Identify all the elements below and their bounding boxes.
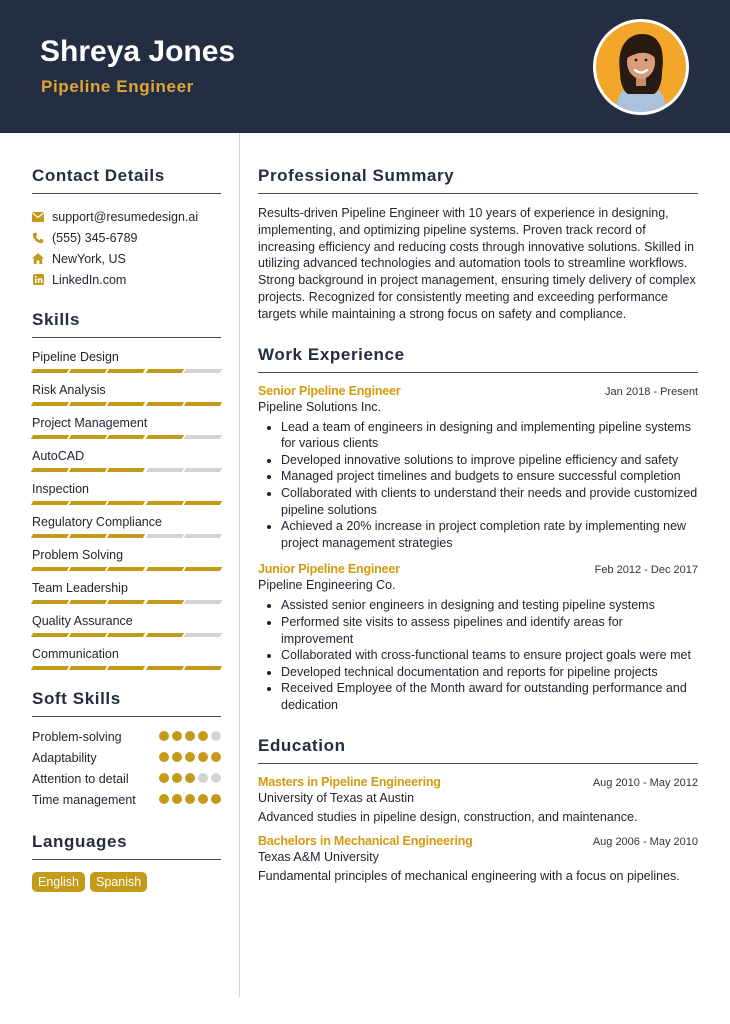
home-icon bbox=[32, 253, 44, 265]
degree-description: Advanced studies in pipeline design, construction, and maintenance. bbox=[258, 810, 638, 825]
language-badges bbox=[32, 872, 221, 892]
summary-text: Results-driven Pipeline Engineer with 10 years of experience in designing, implementing, and optimizing pipeline systems. Proven track record of increasing efficiency and reducing costs through innovative solutions. Skilled in utilizing advanced technologies and automation tools to streamline workflows. Strong background in project management, ensuring timely delivery of complex projects. Recognized for consistently meeting and exceeding performance targets while maintaining a strong focus on safety and compliance. bbox=[258, 206, 696, 321]
soft-skill-name: Time management bbox=[32, 793, 136, 807]
job-bullet: • Received Employee of the Month award for outstanding performance and dedication bbox=[281, 680, 698, 713]
skill-name: Risk Analysis bbox=[32, 383, 106, 397]
job-bullets bbox=[258, 597, 698, 713]
rating-dot bbox=[159, 794, 169, 804]
language-badge: English bbox=[32, 872, 85, 892]
column-divider bbox=[239, 133, 240, 997]
rating-dot bbox=[211, 773, 221, 783]
rating-dot bbox=[198, 731, 208, 741]
skill-level-segment bbox=[107, 666, 146, 670]
soft-skill-name: Adaptability bbox=[32, 751, 97, 765]
skill-item bbox=[32, 580, 221, 604]
skill-name: Inspection bbox=[32, 482, 89, 496]
skill-level-segment bbox=[184, 435, 223, 439]
rating-dot bbox=[185, 773, 195, 783]
skill-item bbox=[32, 547, 221, 571]
job-entry bbox=[258, 384, 698, 552]
languages-heading: Languages bbox=[32, 832, 221, 860]
job-bullet: • Collaborated with cross-functional teams to ensure project goals were met bbox=[281, 647, 698, 664]
skill-level-segment bbox=[107, 567, 146, 571]
language-badge: Spanish bbox=[90, 872, 147, 892]
resume-header bbox=[0, 0, 730, 133]
skill-level-bar bbox=[32, 633, 221, 637]
skill-level-segment bbox=[107, 600, 146, 604]
contact-heading: Contact Details bbox=[32, 166, 221, 194]
summary-heading: Professional Summary bbox=[258, 166, 698, 194]
job-bullet: • Managed project timelines and budgets to ensure successful completion bbox=[281, 468, 698, 485]
skill-item bbox=[32, 613, 221, 637]
contact-location bbox=[32, 248, 221, 269]
skill-level-segment bbox=[145, 534, 184, 538]
skill-item bbox=[32, 415, 221, 439]
soft-skill-rating bbox=[159, 773, 221, 783]
skill-level-segment bbox=[107, 402, 146, 406]
job-title: Junior Pipeline Engineer bbox=[258, 562, 400, 577]
skill-level-segment bbox=[107, 501, 146, 505]
skill-level-segment bbox=[31, 600, 70, 604]
skill-item bbox=[32, 349, 221, 373]
job-company: Pipeline Engineering Co. bbox=[258, 578, 396, 593]
rating-dot bbox=[198, 773, 208, 783]
skill-level-segment bbox=[69, 666, 108, 670]
skill-level-segment bbox=[184, 567, 223, 571]
rating-dot bbox=[211, 731, 221, 741]
soft-skill-rating bbox=[159, 794, 221, 804]
education-entry bbox=[258, 775, 698, 824]
skill-level-bar bbox=[32, 567, 221, 571]
skill-level-segment bbox=[31, 369, 70, 373]
skill-level-segment bbox=[184, 468, 223, 472]
school-name: Texas A&M University bbox=[258, 850, 379, 865]
skill-level-segment bbox=[184, 501, 223, 505]
job-dates: Jan 2018 - Present bbox=[605, 385, 698, 398]
skill-name: Quality Assurance bbox=[32, 614, 133, 628]
skill-level-bar bbox=[32, 468, 221, 472]
skill-level-segment bbox=[69, 468, 108, 472]
rating-dot bbox=[185, 731, 195, 741]
skill-level-segment bbox=[107, 633, 146, 637]
skill-level-segment bbox=[184, 369, 223, 373]
rating-dot bbox=[159, 752, 169, 762]
job-bullet: • Developed technical documentation and reports for pipeline projects bbox=[281, 664, 698, 681]
skill-name: Team Leadership bbox=[32, 581, 128, 595]
skill-level-segment bbox=[31, 534, 70, 538]
soft-skill-name: Problem-solving bbox=[32, 730, 122, 744]
skill-level-segment bbox=[31, 435, 70, 439]
skill-item bbox=[32, 382, 221, 406]
job-entry bbox=[258, 562, 698, 713]
skill-level-segment bbox=[69, 633, 108, 637]
contact-section bbox=[32, 166, 221, 290]
rating-dot bbox=[211, 752, 221, 762]
skill-name: Pipeline Design bbox=[32, 350, 119, 364]
skill-level-segment bbox=[107, 435, 146, 439]
skill-level-segment bbox=[69, 501, 108, 505]
job-bullet: • Performed site visits to assess pipelines and identify areas for improvement bbox=[281, 614, 698, 647]
job-dates: Feb 2012 - Dec 2017 bbox=[594, 564, 698, 577]
rating-dot bbox=[198, 752, 208, 762]
soft-skill-item bbox=[32, 792, 221, 808]
skill-name: Problem Solving bbox=[32, 548, 124, 562]
education-heading: Education bbox=[258, 736, 698, 764]
skill-level-segment bbox=[31, 666, 70, 670]
contact-phone-text: (555) 345-6789 bbox=[52, 230, 138, 245]
job-title: Senior Pipeline Engineer bbox=[258, 383, 401, 398]
rating-dot bbox=[172, 752, 182, 762]
skill-level-segment bbox=[107, 369, 146, 373]
skill-level-segment bbox=[31, 402, 70, 406]
skill-level-segment bbox=[184, 633, 223, 637]
soft-skills-section bbox=[32, 689, 221, 808]
phone-icon bbox=[32, 232, 44, 244]
soft-skills-list bbox=[32, 729, 221, 808]
job-bullets bbox=[258, 419, 698, 552]
skill-level-segment bbox=[69, 369, 108, 373]
soft-skill-rating bbox=[159, 731, 221, 741]
rating-dot bbox=[211, 794, 221, 804]
job-bullet: • Lead a team of engineers in designing and implementing pipeline systems for various clients bbox=[281, 419, 698, 452]
contact-location-text: NewYork, US bbox=[52, 251, 126, 266]
rating-dot bbox=[172, 731, 182, 741]
job-bullet: • Assisted senior engineers in designing and testing pipeline systems bbox=[281, 597, 698, 614]
candidate-title: Pipeline Engineer bbox=[41, 77, 194, 96]
skill-level-segment bbox=[184, 402, 223, 406]
skill-item bbox=[32, 448, 221, 472]
skill-level-segment bbox=[145, 633, 184, 637]
job-bullet: • Collaborated with clients to understand their needs and provide customized pipeline solutions bbox=[281, 485, 698, 518]
skill-item bbox=[32, 481, 221, 505]
skill-level-bar bbox=[32, 501, 221, 505]
contact-email bbox=[32, 206, 221, 227]
envelope-icon bbox=[32, 211, 44, 223]
skill-level-segment bbox=[107, 468, 146, 472]
degree-dates: Aug 2010 - May 2012 bbox=[592, 777, 698, 790]
skill-level-segment bbox=[69, 600, 108, 604]
contact-linkedin[interactable] bbox=[32, 269, 221, 290]
skill-name: Project Management bbox=[32, 416, 148, 430]
candidate-name: Shreya Jones bbox=[40, 35, 236, 68]
education-entry bbox=[258, 834, 698, 883]
education-section bbox=[258, 736, 698, 883]
skill-name: Regulatory Compliance bbox=[32, 515, 162, 529]
soft-skill-rating bbox=[159, 752, 221, 762]
skills-list bbox=[32, 349, 221, 670]
skill-level-segment bbox=[145, 501, 184, 505]
skill-name: Communication bbox=[32, 647, 119, 661]
skill-level-bar bbox=[32, 534, 221, 538]
skill-name: AutoCAD bbox=[32, 449, 85, 463]
skill-item bbox=[32, 514, 221, 538]
skill-level-segment bbox=[69, 435, 108, 439]
skill-level-segment bbox=[31, 501, 70, 505]
skill-level-segment bbox=[184, 666, 223, 670]
skill-level-segment bbox=[145, 435, 184, 439]
experience-heading: Work Experience bbox=[258, 345, 698, 373]
soft-skill-item bbox=[32, 729, 221, 745]
job-bullet: • Developed innovative solutions to improve pipeline efficiency and safety bbox=[281, 452, 698, 469]
skill-level-segment bbox=[69, 567, 108, 571]
rating-dot bbox=[172, 773, 182, 783]
school-name: University of Texas at Austin bbox=[258, 791, 415, 806]
right-column bbox=[258, 133, 698, 883]
rating-dot bbox=[159, 773, 169, 783]
skill-level-segment bbox=[31, 633, 70, 637]
experience-section bbox=[258, 345, 698, 714]
skill-level-bar bbox=[32, 666, 221, 670]
degree-description: Fundamental principles of mechanical engineering with a focus on pipelines. bbox=[258, 869, 680, 884]
degree-dates: Aug 2006 - May 2010 bbox=[592, 836, 698, 849]
contact-phone bbox=[32, 227, 221, 248]
job-bullet: • Achieved a 20% increase in project completion rate by implementing new project management strategies bbox=[281, 518, 698, 551]
soft-skills-heading: Soft Skills bbox=[32, 689, 221, 717]
skill-level-bar bbox=[32, 369, 221, 373]
soft-skill-item bbox=[32, 750, 221, 766]
rating-dot bbox=[159, 731, 169, 741]
linkedin-icon bbox=[32, 274, 44, 286]
contact-email-text: support@resumedesign.ai bbox=[52, 209, 199, 224]
skills-section bbox=[32, 310, 221, 670]
job-company: Pipeline Solutions Inc. bbox=[258, 399, 381, 414]
skill-level-segment bbox=[69, 402, 108, 406]
left-column bbox=[32, 133, 221, 892]
languages-section bbox=[32, 832, 221, 892]
skill-level-segment bbox=[145, 600, 184, 604]
rating-dot bbox=[172, 794, 182, 804]
profile-photo bbox=[593, 19, 689, 115]
skill-level-segment bbox=[31, 567, 70, 571]
skill-level-segment bbox=[31, 468, 70, 472]
contact-linkedin-text[interactable]: LinkedIn.com bbox=[52, 272, 127, 287]
skill-level-bar bbox=[32, 402, 221, 406]
skill-level-bar bbox=[32, 435, 221, 439]
skill-level-segment bbox=[184, 534, 223, 538]
skill-level-segment bbox=[145, 666, 184, 670]
summary-section bbox=[258, 166, 698, 323]
skill-level-segment bbox=[145, 369, 184, 373]
rating-dot bbox=[185, 752, 195, 762]
portrait-image bbox=[596, 22, 686, 112]
skills-heading: Skills bbox=[32, 310, 221, 338]
soft-skill-item bbox=[32, 771, 221, 787]
degree-title: Masters in Pipeline Engineering bbox=[258, 775, 441, 790]
rating-dot bbox=[198, 794, 208, 804]
soft-skill-name: Attention to detail bbox=[32, 772, 129, 786]
degree-title: Bachelors in Mechanical Engineering bbox=[258, 834, 473, 849]
rating-dot bbox=[185, 794, 195, 804]
skill-level-segment bbox=[145, 402, 184, 406]
skill-level-segment bbox=[145, 468, 184, 472]
skill-level-segment bbox=[145, 567, 184, 571]
skill-level-segment bbox=[184, 600, 223, 604]
skill-level-segment bbox=[107, 534, 146, 538]
skill-level-segment bbox=[69, 534, 108, 538]
skill-level-bar bbox=[32, 600, 221, 604]
skill-item bbox=[32, 646, 221, 670]
